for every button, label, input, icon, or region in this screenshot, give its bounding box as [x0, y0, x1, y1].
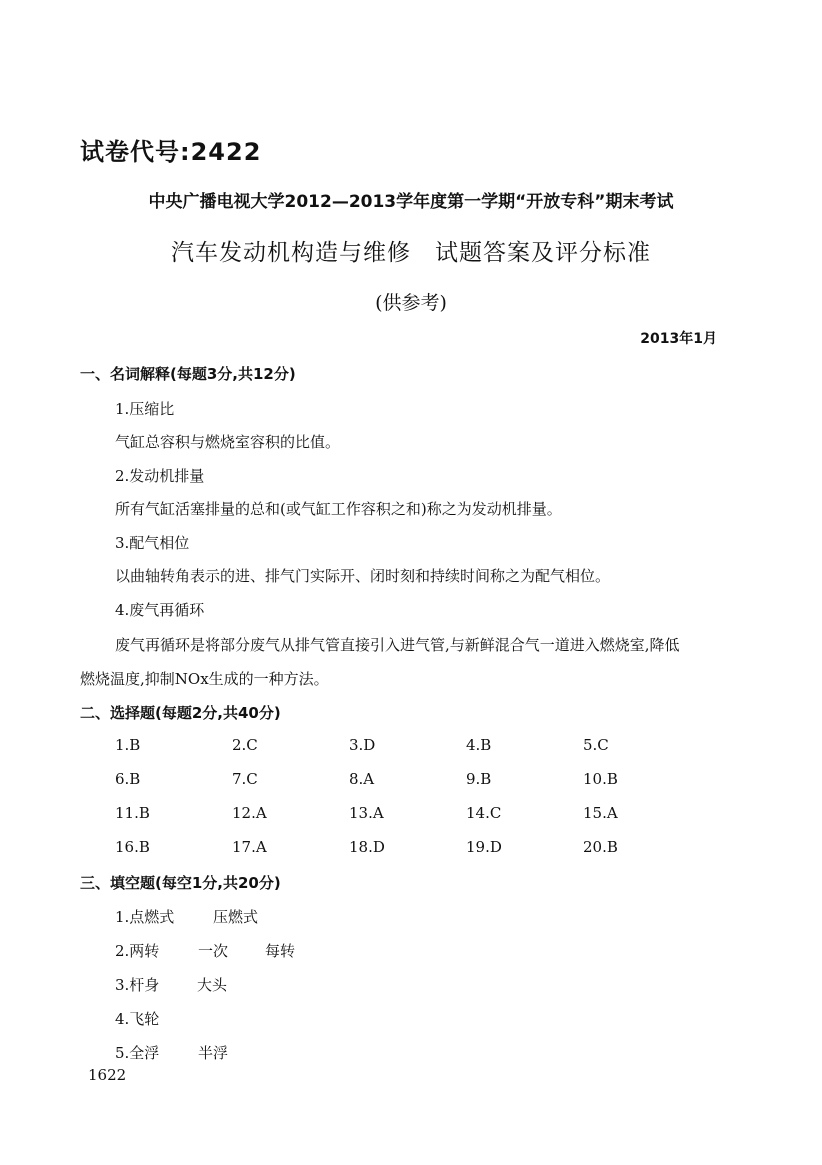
choice-answer: 8.A	[349, 770, 375, 788]
choice-answer: 6.B	[115, 770, 141, 788]
fill-answer: 每转	[265, 942, 296, 960]
term-4-title: 4.废气再循环	[115, 601, 205, 619]
choice-answer: 14.C	[466, 804, 502, 822]
choice-answer: 2.C	[232, 736, 258, 754]
term-1-title: 1.压缩比	[115, 400, 175, 418]
term-4-answer-line-1: 废气再循环是将部分废气从排气管直接引入进气管,与新鲜混合气一道进入燃烧室,降低	[115, 636, 680, 654]
term-1-answer: 气缸总容积与燃烧室容积的比值。	[115, 433, 341, 451]
term-2-answer: 所有气缸活塞排量的总和(或气缸工作容积之和)称之为发动机排量。	[115, 500, 562, 518]
term-2-title: 2.发动机排量	[115, 467, 205, 485]
choice-answer: 10.B	[583, 770, 618, 788]
fill-answer: 4.飞轮	[115, 1010, 160, 1028]
choice-answer: 15.A	[583, 804, 618, 822]
fill-answer: 3.杆身	[115, 976, 160, 994]
choice-answer: 11.B	[115, 804, 150, 822]
choice-answer: 16.B	[115, 838, 150, 856]
choice-answer: 17.A	[232, 838, 267, 856]
section-1-heading: 一、名词解释(每题3分,共12分)	[80, 365, 296, 383]
fill-answer: 5.全浮	[115, 1044, 160, 1062]
fill-answer: 压燃式	[213, 908, 259, 926]
section-3-heading: 三、填空题(每空1分,共20分)	[80, 874, 281, 892]
choice-answer: 12.A	[232, 804, 267, 822]
choice-answer: 1.B	[115, 736, 141, 754]
exam-code-label: 试卷代号:2422	[80, 138, 262, 166]
choice-answer: 20.B	[583, 838, 618, 856]
choice-answer: 5.C	[583, 736, 609, 754]
fill-answer: 大头	[197, 976, 228, 994]
term-4-answer-line-2: 燃烧温度,抑制NOx生成的一种方法。	[80, 670, 329, 688]
fill-answer: 2.两转	[115, 942, 160, 960]
exam-title: 中央广播电视大学2012—2013学年度第一学期“开放专科”期末考试	[148, 192, 674, 212]
choice-answer: 9.B	[466, 770, 492, 788]
choice-answer: 13.A	[349, 804, 384, 822]
reference-note: (供参考)	[375, 292, 447, 314]
fill-answer: 1.点燃式	[115, 908, 175, 926]
section-2-heading: 二、选择题(每题2分,共40分)	[80, 704, 281, 722]
choice-answer: 7.C	[232, 770, 258, 788]
page-number: 1622	[88, 1066, 127, 1084]
document-title: 汽车发动机构造与维修 试题答案及评分标准	[171, 240, 651, 266]
fill-answer: 一次	[198, 942, 229, 960]
choice-answer: 19.D	[466, 838, 502, 856]
term-3-answer: 以曲轴转角表示的进、排气门实际开、闭时刻和持续时间称之为配气相位。	[115, 567, 611, 585]
exam-date: 2013年1月	[640, 331, 717, 347]
choice-answer: 4.B	[466, 736, 492, 754]
choice-answer: 18.D	[349, 838, 385, 856]
term-3-title: 3.配气相位	[115, 534, 190, 552]
fill-answer: 半浮	[198, 1044, 229, 1062]
choice-answer: 3.D	[349, 736, 376, 754]
